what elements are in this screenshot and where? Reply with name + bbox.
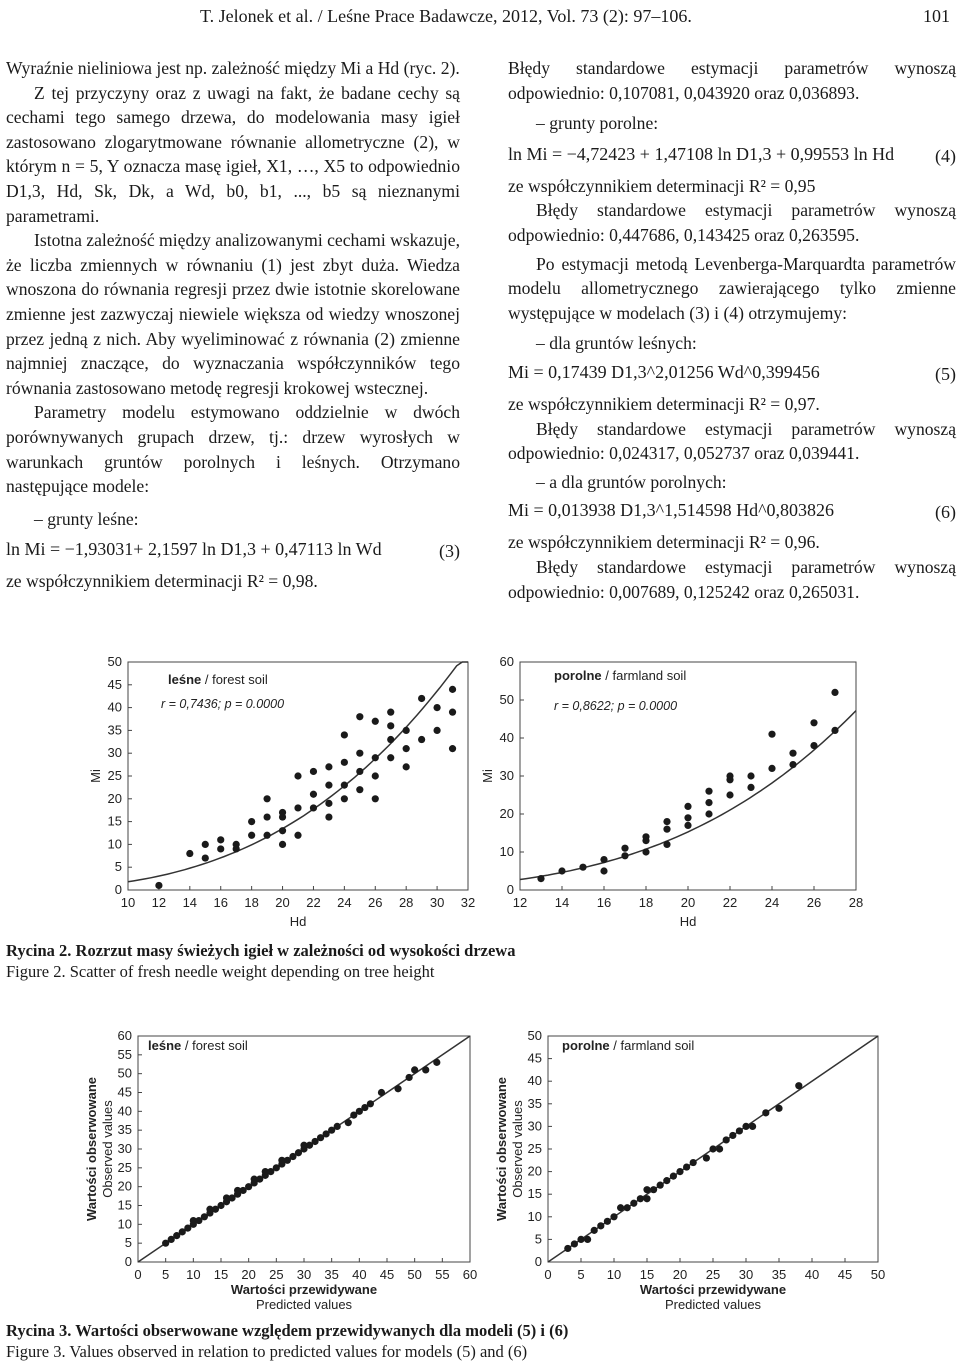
y-tick-label: 30 bbox=[107, 745, 122, 761]
data-point bbox=[716, 1145, 723, 1152]
data-point bbox=[663, 1177, 670, 1184]
data-point bbox=[747, 784, 754, 791]
data-point bbox=[684, 822, 691, 829]
data-point bbox=[411, 1066, 418, 1073]
data-point bbox=[449, 686, 456, 693]
data-point bbox=[610, 1213, 617, 1220]
data-point bbox=[403, 745, 410, 752]
data-point bbox=[621, 852, 628, 859]
legend-label bbox=[554, 668, 686, 683]
equation-text: ln Mi = −4,72423 + 1,47108 ln D1,3 + 0,99553 ln Hd bbox=[508, 143, 895, 164]
data-point bbox=[747, 772, 754, 779]
data-point bbox=[155, 882, 162, 889]
data-point bbox=[334, 1123, 341, 1130]
data-point bbox=[387, 754, 394, 761]
data-point bbox=[202, 841, 209, 848]
correlation-annotation: r = 0,8622; p = 0.0000 bbox=[554, 699, 678, 713]
paragraph: Błędy standardowe estymacji parametrów wynoszą odpowiednio: 0,447686, 0,143425 oraz 0,263595. bbox=[508, 200, 956, 245]
data-point bbox=[372, 718, 379, 725]
x-axis-title: Wartości przewidywane bbox=[230, 1282, 378, 1297]
fitted-curve bbox=[128, 662, 468, 882]
data-point bbox=[325, 800, 332, 807]
data-point bbox=[341, 795, 348, 802]
equation-number: (4) bbox=[935, 145, 956, 166]
y-tick-label: 15 bbox=[527, 1186, 542, 1202]
data-point bbox=[403, 727, 410, 734]
equation-4 bbox=[508, 142, 956, 174]
x-tick-label: 22 bbox=[306, 895, 321, 910]
x-tick-label: 15 bbox=[213, 1267, 229, 1282]
x-tick-label: 14 bbox=[554, 895, 570, 910]
data-point bbox=[310, 768, 317, 775]
data-point bbox=[378, 1089, 385, 1096]
data-point bbox=[831, 727, 838, 734]
fitted-curve bbox=[520, 711, 856, 880]
data-point bbox=[372, 772, 379, 779]
x-tick-label: 5 bbox=[577, 1267, 585, 1282]
paragraph: Po estymacji metodą Levenberga-Marquardta parametrów modelu allometrycznego zawierającego tylko zmienne występujące w modelach (3) i (4) otrzymujemy: bbox=[508, 253, 956, 323]
data-point bbox=[341, 759, 348, 766]
data-point bbox=[663, 826, 670, 833]
data-point bbox=[736, 1127, 743, 1134]
x-tick-label: 20 bbox=[241, 1267, 256, 1282]
y-axis-subtitle: Observed values bbox=[100, 1100, 115, 1198]
data-point bbox=[422, 1066, 429, 1073]
left-column bbox=[6, 56, 460, 594]
y-tick-label: 5 bbox=[124, 1235, 132, 1251]
data-point bbox=[449, 745, 456, 752]
x-axis-subtitle: Predicted values bbox=[664, 1297, 762, 1312]
y-tick-label: 45 bbox=[117, 1084, 132, 1100]
y-tick-label: 40 bbox=[117, 1103, 132, 1119]
data-point bbox=[263, 813, 270, 820]
x-tick-label: 24 bbox=[337, 895, 352, 910]
equation-number: (3) bbox=[439, 541, 460, 562]
right-column bbox=[508, 56, 956, 604]
x-tick-label: 24 bbox=[764, 895, 780, 910]
x-tick-label: 40 bbox=[352, 1267, 367, 1282]
y-tick-label: 50 bbox=[117, 1065, 132, 1081]
data-point bbox=[683, 1163, 690, 1170]
y-tick-label: 35 bbox=[107, 722, 122, 738]
x-tick-label: 14 bbox=[182, 895, 198, 910]
data-point bbox=[705, 788, 712, 795]
y-tick-label: 5 bbox=[114, 859, 122, 875]
paragraph: Wyraźnie nieliniowa jest np. zależność między Mi a Hd (ryc. 2). bbox=[6, 58, 460, 78]
x-tick-label: 35 bbox=[771, 1267, 787, 1282]
x-tick-label: 28 bbox=[848, 895, 864, 910]
scatter-chart-forest bbox=[88, 650, 488, 940]
data-point bbox=[742, 1123, 749, 1130]
scatter-chart-farmland bbox=[480, 650, 880, 940]
running-header bbox=[0, 6, 960, 32]
paragraph: Istotna zależność między analizowanymi cechami wskazuje, że liczba zmiennych w równaniu (1) jest zbyt duża. Wiedza wnoszona do równania regresji przez dwie istotnie skorelowane zmienne jest zazwyczaj niewiele większa od wiedzy wnoszonej przez jedną z nich. Aby wyeliminować z równania (2) zmienne najmniej znaczące, do wyznaczania współczynników tego równania zastosowano metodę regresji krokowej wstecznej. bbox=[6, 230, 460, 398]
data-point bbox=[406, 1074, 413, 1081]
legend-rest: / forest soil bbox=[181, 1038, 248, 1053]
y-tick-label: 30 bbox=[527, 1118, 542, 1134]
legend-rest: / forest soil bbox=[201, 672, 268, 687]
data-point bbox=[749, 1123, 756, 1130]
data-point bbox=[726, 772, 733, 779]
legend-bold: leśne bbox=[148, 1038, 182, 1053]
x-tick-label: 25 bbox=[269, 1267, 284, 1282]
y-tick-label: 40 bbox=[527, 1073, 542, 1089]
caption-en: Figure 2. Scatter of fresh needle weight depending on tree height bbox=[6, 962, 435, 981]
data-point bbox=[418, 695, 425, 702]
equation-number: (6) bbox=[935, 502, 956, 523]
caption-en: Figure 3. Values observed in relation to predicted values for models (5) and (6) bbox=[6, 1342, 528, 1361]
caption-pl: Rycina 2. Rozrzut masy świeżych igieł w zależności od wysokości drzewa bbox=[6, 941, 516, 960]
correlation-annotation: r = 0,7436; p = 0.0000 bbox=[161, 697, 285, 711]
y-tick-label: 20 bbox=[117, 1178, 132, 1194]
y-tick-label: 50 bbox=[107, 654, 122, 669]
paragraph: Parametry modelu estymowano oddzielnie w dwóch porównywanych grupach drzew, tj.: drzew wyrosłych w warunkach gruntów porolnych i leśnych. Otrzymano następujące modele: bbox=[6, 402, 460, 497]
data-point bbox=[263, 832, 270, 839]
data-point bbox=[604, 1218, 611, 1225]
data-point bbox=[690, 1159, 697, 1166]
equation-text: ln Mi = −1,93031+ 2,1597 ln D1,3 + 0,47113 ln Wd bbox=[6, 539, 382, 560]
paragraph: Z tej przyczyny oraz z uwagi na fakt, że badane cechy są cechami tego samego drzewa, do modelowania masy igieł zastosowano zlogarytmowane równanie allometryczne (2), w którym n = 5, Y oznacza masę igieł, X1, …, X5 to odpowiednio D1,3, Hd, Sk, Dk, a Wd, b0, b1, ..., b5 są nieznanymi parametrami. bbox=[6, 82, 460, 226]
data-point bbox=[810, 719, 817, 726]
data-point bbox=[577, 1236, 584, 1243]
data-point bbox=[248, 832, 255, 839]
data-point bbox=[795, 1082, 802, 1089]
data-point bbox=[356, 786, 363, 793]
data-point bbox=[279, 841, 286, 848]
equation-text: Mi = 0,013938 D1,3^1,514598 Hd^0,803826 bbox=[508, 500, 835, 521]
data-point bbox=[310, 804, 317, 811]
x-tick-label: 32 bbox=[460, 895, 476, 910]
x-tick-label: 30 bbox=[296, 1267, 312, 1282]
data-point bbox=[571, 1240, 578, 1247]
y-tick-label: 40 bbox=[499, 730, 514, 745]
data-point bbox=[418, 736, 425, 743]
equation-5 bbox=[508, 360, 956, 392]
data-point bbox=[591, 1227, 598, 1234]
x-tick-label: 18 bbox=[638, 895, 654, 910]
data-point bbox=[642, 848, 649, 855]
y-tick-label: 35 bbox=[527, 1095, 542, 1111]
data-point bbox=[768, 765, 775, 772]
y-tick-label: 10 bbox=[527, 1208, 542, 1224]
data-point bbox=[433, 727, 440, 734]
x-tick-label: 12 bbox=[512, 895, 528, 910]
x-tick-label: 40 bbox=[804, 1267, 820, 1282]
data-point bbox=[663, 818, 670, 825]
y-tick-label: 25 bbox=[107, 768, 122, 783]
data-point bbox=[703, 1154, 710, 1161]
data-point bbox=[723, 1136, 730, 1143]
legend-bold: porolne bbox=[562, 1038, 610, 1053]
x-tick-label: 45 bbox=[837, 1267, 853, 1282]
data-point bbox=[768, 731, 775, 738]
plot-frame bbox=[520, 662, 856, 890]
x-tick-label: 16 bbox=[213, 895, 228, 910]
y-tick-label: 0 bbox=[534, 1254, 542, 1269]
data-point bbox=[643, 1195, 650, 1202]
y-tick-label: 40 bbox=[107, 699, 122, 715]
equation-6 bbox=[508, 498, 956, 530]
data-point bbox=[356, 750, 363, 757]
x-tick-label: 15 bbox=[639, 1267, 655, 1282]
x-tick-label: 20 bbox=[275, 895, 290, 910]
list-item: – grunty porolne: bbox=[536, 113, 659, 134]
data-point bbox=[356, 713, 363, 720]
y-axis-subtitle: Observed values bbox=[510, 1100, 525, 1198]
y-tick-label: 10 bbox=[107, 836, 122, 852]
data-point bbox=[372, 795, 379, 802]
equation-number: (5) bbox=[935, 363, 956, 384]
x-tick-label: 26 bbox=[368, 895, 383, 910]
y-tick-label: 55 bbox=[117, 1046, 132, 1062]
list-item: – grunty leśne: bbox=[34, 508, 139, 529]
data-point bbox=[325, 782, 332, 789]
data-point bbox=[684, 814, 691, 821]
x-tick-label: 26 bbox=[806, 895, 822, 910]
x-tick-label: 45 bbox=[379, 1267, 395, 1282]
data-point bbox=[202, 854, 209, 861]
data-point bbox=[657, 1182, 664, 1189]
data-point bbox=[537, 875, 544, 882]
data-point bbox=[729, 1132, 736, 1139]
y-tick-label: 45 bbox=[527, 1050, 542, 1066]
equation-3 bbox=[6, 537, 460, 569]
paragraph: Błędy standardowe estymacji parametrów wynoszą odpowiednio: 0,007689, 0,125242 oraz 0,265031. bbox=[508, 556, 956, 602]
data-point bbox=[558, 867, 565, 874]
legend-label bbox=[562, 1038, 694, 1053]
data-point bbox=[325, 763, 332, 770]
x-axis-title: Hd bbox=[679, 914, 697, 929]
y-tick-label: 50 bbox=[499, 692, 514, 707]
data-point bbox=[387, 722, 394, 729]
observed-predicted-farmland bbox=[490, 1028, 890, 1318]
x-tick-label: 12 bbox=[151, 895, 167, 910]
data-point bbox=[564, 1245, 571, 1252]
figure-2-caption bbox=[6, 940, 515, 982]
x-tick-label: 30 bbox=[738, 1267, 754, 1282]
x-axis-subtitle: Predicted values bbox=[255, 1297, 353, 1312]
y-tick-label: 0 bbox=[114, 882, 122, 897]
data-point bbox=[831, 689, 838, 696]
data-point bbox=[341, 782, 348, 789]
data-point bbox=[789, 750, 796, 757]
equation-text: Mi = 0,17439 D1,3^2,01256 Wd^0,399456 bbox=[508, 361, 820, 382]
x-tick-label: 0 bbox=[544, 1267, 552, 1282]
y-tick-label: 10 bbox=[117, 1216, 132, 1232]
x-tick-label: 35 bbox=[324, 1267, 339, 1282]
header-title: T. Jelonek et al. / Leśne Prace Badawcze, 2012, Vol. 73 (2): 97–106. bbox=[200, 6, 692, 26]
data-point bbox=[676, 1168, 683, 1175]
y-tick-label: 25 bbox=[527, 1141, 542, 1156]
x-tick-label: 22 bbox=[722, 895, 738, 910]
data-point bbox=[684, 803, 691, 810]
x-tick-label: 20 bbox=[672, 1267, 688, 1282]
y-tick-label: 0 bbox=[124, 1254, 132, 1269]
data-point bbox=[650, 1186, 657, 1193]
y-tick-label: 30 bbox=[117, 1141, 132, 1156]
paragraph: ze współczynnikiem determinacji R² = 0,95 bbox=[508, 175, 816, 196]
data-point bbox=[294, 772, 301, 779]
data-point bbox=[597, 1222, 604, 1229]
x-tick-label: 0 bbox=[134, 1267, 142, 1282]
paragraph: Błędy standardowe estymacji parametrów wynoszą odpowiednio: 0,107081, 0,043920 oraz 0,036893. bbox=[508, 58, 956, 103]
data-point bbox=[372, 754, 379, 761]
x-tick-label: 60 bbox=[462, 1267, 478, 1282]
data-point bbox=[762, 1109, 769, 1116]
data-point bbox=[394, 1085, 401, 1092]
data-point bbox=[642, 833, 649, 840]
y-axis-title: Wartości obserwowane bbox=[494, 1077, 509, 1221]
paragraph: ze współczynnikiem determinacji R² = 0,98. bbox=[6, 571, 318, 592]
data-point bbox=[584, 1236, 591, 1243]
data-point bbox=[617, 1204, 624, 1211]
data-point bbox=[367, 1100, 374, 1107]
y-axis-title: Mi bbox=[480, 769, 495, 783]
observed-predicted-forest bbox=[80, 1028, 480, 1318]
data-point bbox=[663, 841, 670, 848]
legend-rest: / farmland soil bbox=[601, 668, 687, 683]
data-point bbox=[279, 827, 286, 834]
data-point bbox=[775, 1105, 782, 1112]
legend-label bbox=[168, 672, 268, 687]
y-tick-label: 0 bbox=[506, 882, 514, 897]
data-point bbox=[403, 763, 410, 770]
legend-bold: porolne bbox=[554, 668, 602, 683]
figure-2-farmland bbox=[480, 650, 880, 945]
y-tick-label: 30 bbox=[499, 768, 514, 783]
legend-label bbox=[148, 1038, 248, 1053]
x-tick-label: 50 bbox=[407, 1267, 422, 1282]
x-tick-label: 16 bbox=[596, 895, 612, 910]
caption-pl: Rycina 3. Wartości obserwowane względem przewidywanych dla modeli (5) i (6) bbox=[6, 1321, 569, 1340]
data-point bbox=[217, 836, 224, 843]
data-point bbox=[709, 1145, 716, 1152]
y-tick-label: 20 bbox=[499, 806, 514, 821]
x-tick-label: 25 bbox=[705, 1267, 721, 1282]
data-point bbox=[387, 736, 394, 743]
data-point bbox=[810, 742, 817, 749]
data-point bbox=[263, 795, 270, 802]
x-tick-label: 20 bbox=[680, 895, 696, 910]
x-tick-label: 10 bbox=[186, 1267, 201, 1282]
data-point bbox=[643, 1186, 650, 1193]
list-item: – dla gruntów leśnych: bbox=[536, 333, 697, 354]
x-axis-title: Wartości przewidywane bbox=[639, 1282, 787, 1297]
y-tick-label: 15 bbox=[117, 1197, 132, 1213]
x-tick-label: 50 bbox=[870, 1267, 886, 1282]
data-point bbox=[186, 850, 193, 857]
data-point bbox=[670, 1173, 677, 1180]
y-tick-label: 45 bbox=[107, 676, 122, 692]
data-point bbox=[341, 731, 348, 738]
data-point bbox=[726, 791, 733, 798]
data-point bbox=[387, 709, 394, 716]
y-tick-label: 20 bbox=[527, 1163, 542, 1179]
list-item: – a dla gruntów porolnych: bbox=[536, 471, 727, 492]
x-tick-label: 30 bbox=[429, 895, 445, 910]
y-tick-label: 20 bbox=[107, 790, 122, 806]
data-point bbox=[600, 856, 607, 863]
data-point bbox=[279, 813, 286, 820]
paragraph: ze współczynnikiem determinacji R² = 0,96. bbox=[508, 532, 820, 553]
figure-2-forest bbox=[88, 650, 488, 945]
y-tick-label: 60 bbox=[499, 654, 514, 669]
data-point bbox=[789, 761, 796, 768]
x-tick-label: 10 bbox=[606, 1267, 622, 1282]
y-axis-title: Wartości obserwowane bbox=[84, 1077, 99, 1221]
x-axis-title: Hd bbox=[289, 914, 307, 929]
y-tick-label: 25 bbox=[117, 1159, 132, 1175]
x-tick-label: 28 bbox=[398, 895, 414, 910]
data-point bbox=[705, 810, 712, 817]
data-point bbox=[217, 845, 224, 852]
legend-rest: / farmland soil bbox=[609, 1038, 695, 1053]
x-tick-label: 55 bbox=[435, 1267, 450, 1282]
data-point bbox=[345, 1119, 352, 1126]
data-point bbox=[325, 813, 332, 820]
data-point bbox=[248, 818, 255, 825]
y-tick-label: 5 bbox=[534, 1231, 542, 1247]
paragraph: Błędy standardowe estymacji parametrów wynoszą odpowiednio: 0,024317, 0,052737 oraz 0,039441. bbox=[508, 418, 956, 464]
data-point bbox=[600, 867, 607, 874]
data-point bbox=[637, 1195, 644, 1202]
legend-bold: leśne bbox=[168, 672, 202, 687]
y-tick-label: 35 bbox=[117, 1122, 132, 1138]
y-tick-label: 15 bbox=[107, 813, 122, 829]
figure-3-forest bbox=[80, 1028, 480, 1323]
y-axis-title: Mi bbox=[88, 769, 103, 783]
data-point bbox=[294, 804, 301, 811]
data-point bbox=[630, 1200, 637, 1207]
data-point bbox=[433, 1059, 440, 1066]
y-tick-label: 10 bbox=[499, 844, 514, 859]
page-number: 101 bbox=[923, 6, 950, 26]
data-point bbox=[579, 864, 586, 871]
y-tick-label: 60 bbox=[117, 1028, 132, 1043]
x-tick-label: 10 bbox=[120, 895, 136, 910]
data-point bbox=[433, 704, 440, 711]
data-point bbox=[294, 832, 301, 839]
figure-3-caption bbox=[6, 1320, 568, 1362]
x-tick-label: 18 bbox=[244, 895, 259, 910]
data-point bbox=[356, 768, 363, 775]
data-point bbox=[624, 1204, 631, 1211]
figure-3-farmland bbox=[490, 1028, 890, 1323]
paragraph: ze współczynnikiem determinacji R² = 0,97. bbox=[508, 393, 820, 414]
data-point bbox=[621, 845, 628, 852]
data-point bbox=[705, 799, 712, 806]
data-point bbox=[310, 791, 317, 798]
y-tick-label: 50 bbox=[527, 1028, 542, 1043]
x-tick-label: 5 bbox=[162, 1267, 170, 1282]
data-point bbox=[449, 709, 456, 716]
data-point bbox=[233, 841, 240, 848]
